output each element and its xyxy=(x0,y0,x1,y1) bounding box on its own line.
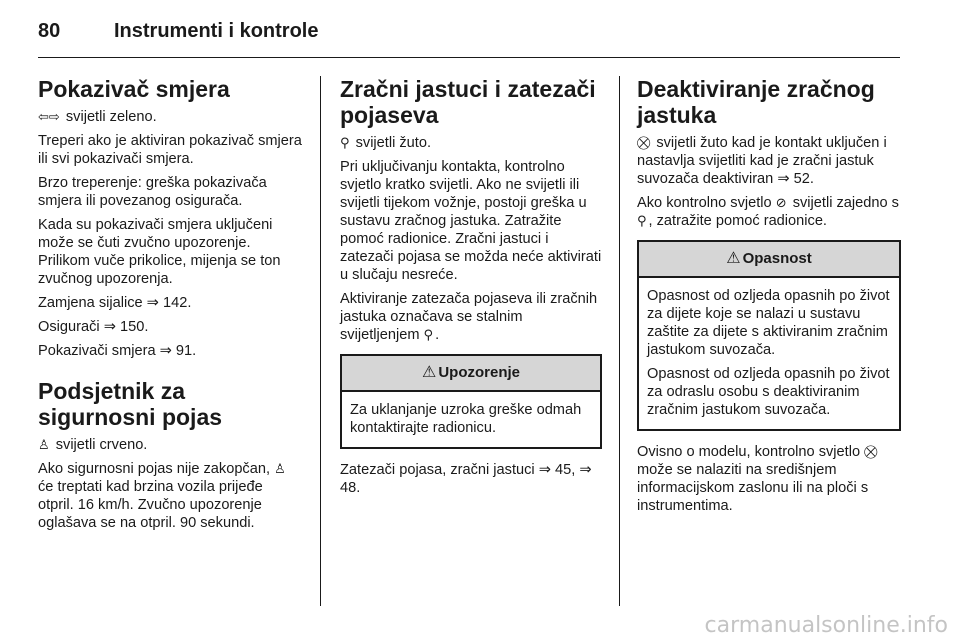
paragraph: Pri uključivanju kontakta, kontrolno svjetlo kratko svijetli. Ako ne svijetli ili svijetli tijekom vožnje, postoji greška u sustavu zračnog jastuka. Zatražite pomoć radionice. Zračni jastuci i zatezači pojasa se možda neće aktivirati u slučaju nesreće. xyxy=(340,159,602,283)
danger-box xyxy=(637,240,901,431)
chapter-title: Instrumenti i kontrole xyxy=(114,20,319,42)
paragraph: Aktiviranje zatezača pojaseva ili zračnih jastuka označava se stalnim svijetljenjem ⚲ . xyxy=(340,291,598,343)
paragraph: ♙ svijetli crveno. xyxy=(38,437,148,453)
danger-box-body xyxy=(639,278,899,429)
section-title-airbags: Zračni jastuci i zatezači pojaseva xyxy=(340,76,596,128)
danger-box-header: ⚠ Opasnost xyxy=(639,242,899,278)
page-number: 80 xyxy=(38,20,61,42)
paragraph: Treperi ako je aktiviran pokazivač smjera ili svi pokazivači smjera. xyxy=(38,133,302,167)
column-divider xyxy=(619,76,620,606)
column-middle xyxy=(340,76,602,503)
airbag-icon: ⚲ xyxy=(423,327,434,342)
paragraph: Za uklanjanje uzroka greške odmah kontaktirajte radionicu. xyxy=(350,402,582,436)
paragraph: Ovisno o modelu, kontrolno svjetlo ⛒ može se nalaziti na središnjem informacijskom zaslonu ili na ploči s instrumentima. xyxy=(637,444,878,514)
turn-signal-icon: ⇦⇨ xyxy=(38,109,60,124)
warning-triangle-icon: ⚠ xyxy=(726,250,741,267)
airbag-off-icon: ⛒ xyxy=(637,135,651,150)
cross-reference: Zatezači pojasa, zračni jastuci ⇒ 45, ⇒ 48. xyxy=(340,462,592,496)
cross-reference: Pokazivači smjera ⇒ 91. xyxy=(38,343,197,359)
paragraph: ⚲ svijetli žuto. xyxy=(340,135,432,151)
header-rule xyxy=(38,57,900,58)
seatbelt-icon: ♙ xyxy=(38,437,50,452)
paragraph: ⇦⇨ svijetli zeleno. xyxy=(38,109,157,125)
airbag-off-icon: ⛒ xyxy=(864,444,878,459)
paragraph: Kada su pokazivači smjera uključeni može se čuti zvučno upozorenje. Prilikom vuče prikolice, mijenja se ton zvučnog upozorenja. xyxy=(38,217,281,287)
seatbelt-icon: ♙ xyxy=(274,461,286,476)
section-title-airbag-deactivation: Deaktiviranje zračnog jastuka xyxy=(637,76,875,128)
cross-reference: Zamjena sijalice ⇒ 142. xyxy=(38,295,192,311)
page-header xyxy=(38,20,900,56)
warning-triangle-icon: ⚠ xyxy=(421,364,437,381)
watermark: carmanualsonline.info xyxy=(704,613,948,638)
warning-box-body xyxy=(342,392,600,447)
warning-box-header: ⚠ Upozorenje xyxy=(342,356,600,392)
paragraph: Opasnost od ozljeda opasnih po život za dijete koje se nalazi u sustavu zaštite za dijete s aktiviranim zračnim jastukom suvozača. xyxy=(647,288,890,358)
section-title-seatbelt-reminder: Podsjetnik za sigurnosni pojas xyxy=(38,378,223,430)
paragraph: Brzo treperenje: greška pokazivača smjera ili povezanog osigurača. xyxy=(38,175,267,209)
paragraph: Ako kontrolno svjetlo ⊘ svijetli zajedno s ⚲ , zatražite pomoć radionice. xyxy=(637,195,899,229)
cross-reference: Osigurači ⇒ 150. xyxy=(38,319,149,335)
paragraph: Ako sigurnosni pojas nije zakopčan, ♙ će treptati kad brzina vozila prijeđe otpril. 16 km/h. Zvučno upozorenje oglašava se na otpril. 90 sekundi. xyxy=(38,461,286,531)
paragraph: ⛒ svijetli žuto kad je kontakt uključen i nastavlja svijetliti kad je zračni jastuk suvozača deaktiviran ⇒ 52. xyxy=(637,135,887,187)
airbag-icon: ⚲ xyxy=(637,213,647,228)
warning-box xyxy=(340,354,602,449)
column-right xyxy=(637,76,901,521)
airbag-on-icon: ⊘ xyxy=(775,195,787,210)
column-divider xyxy=(320,76,321,606)
airbag-icon: ⚲ xyxy=(340,135,350,150)
column-left xyxy=(38,76,302,538)
paragraph: Opasnost od ozljeda opasnih po život za odraslu osobu s deaktiviranim zračnim jastukom suvozača. xyxy=(647,366,890,418)
section-title-turn-signal: Pokazivač smjera xyxy=(38,76,230,102)
